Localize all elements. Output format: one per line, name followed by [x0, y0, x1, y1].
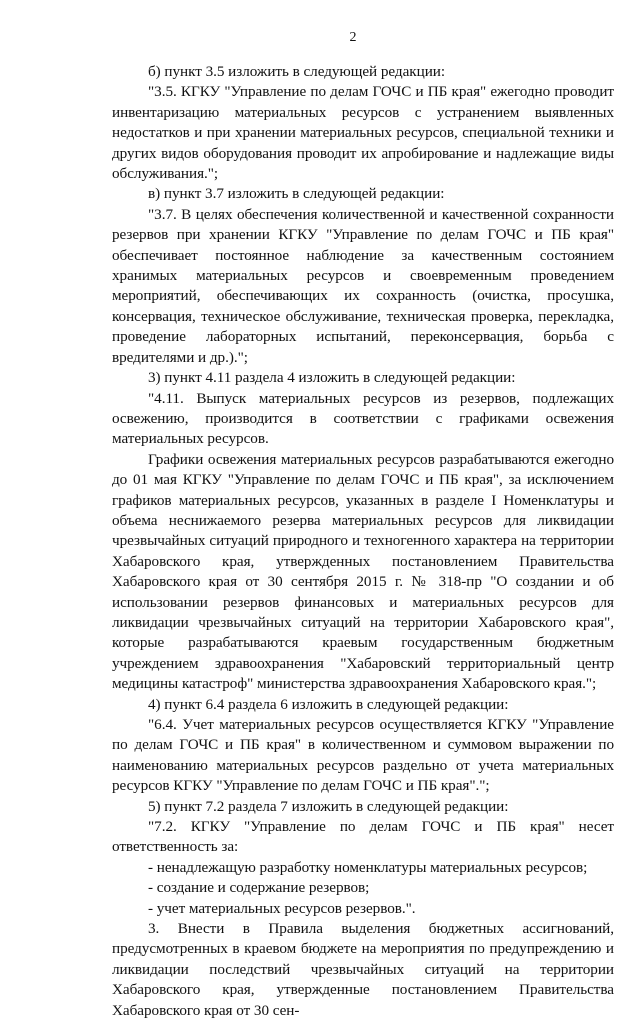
paragraph-item-5: 5) пункт 7.2 раздела 7 изложить в следующей редакции:	[148, 797, 509, 815]
paragraph-4-11: "4.11. Выпуск материальных ресурсов из резервов, подлежащих освежению, производится в соответствии с графиками освежения материальных ресурсов.	[112, 389, 614, 448]
paragraph-section-3: 3. Внести в Правила выделения бюджетных ассигнований, предусмотренных в краевом бюджете на мероприятия по предупреждению и ликвидации последствий чрезвычайных ситуаций на территории Хабаровского края, утвержденные постановлением Правительства Хабаровского края от 30 сен-	[112, 920, 614, 1019]
paragraph-3-5: "3.5. КГКУ "Управление по делам ГОЧС и ПБ края" ежегодно проводит инвентаризацию материальных ресурсов с устранением выявленных недостатков и при хранении материальных ресурсов, специальной техники и других видов оборудования проводит их апробирование и надлежащие виды обслуживания.";	[112, 83, 614, 183]
paragraph-3-7: "3.7. В целях обеспечения количественной и качественной сохранности резервов при хранении КГКУ "Управление по делам ГОЧС и ПБ края" обеспечивает постоянное наблюдение за качественным состоянием хранимых материальных ресурсов и своевременным проведением мероприятий, обеспечивающих их сохранность (очистка, просушка, консервация, техническое обслуживание, техническая проверка, перекладка, проведение лабораторных испытаний, переконсервация, борьба с вредителями и др.).";	[112, 205, 614, 366]
paragraph-item-b: б) пункт 3.5 изложить в следующей редакции:	[148, 63, 446, 80]
paragraph-item-4: 4) пункт 6.4 раздела 6 изложить в следующей редакции:	[148, 695, 509, 713]
page-number: 2	[349, 30, 357, 45]
list-item-nomenclature: - ненадлежащую разработку номенклатуры материальных ресурсов;	[148, 858, 588, 876]
paragraph-7-2: "7.2. КГКУ "Управление по делам ГОЧС и ПБ края" несет ответственность за:	[112, 818, 614, 856]
list-item-accounting: - учет материальных ресурсов резервов.".	[148, 899, 416, 917]
paragraph-6-4: "6.4. Учет материальных ресурсов осуществляется КГКУ "Управление по делам ГОЧС и ПБ края" в количественном и суммовом выражении по наименованию материальных ресурсов раздельно от учета материальных ресурсов КГКУ "Управление по делам ГОЧС и ПБ края".";	[112, 716, 614, 795]
paragraph-schedules: Графики освежения материальных ресурсов разрабатываются ежегодно до 01 мая КГКУ "Управление по делам ГОЧС и ПБ края", за исключением графиков материальных ресурсов, указанных в разделе I Номенклатуры и объема неснижаемого резерва материальных ресурсов для ликвидации чрезвычайных ситуаций природного и техногенного характера на территории Хабаровского края, утвержденных постановлением Правительства Хабаровского края от 30 сентября 2015 г. № 318-пр "О создании и об использовании резервов финансовых и материальных ресурсов для ликвидации чрезвычайных ситуаций на территории Хабаровского края", которые разрабатываются краевым государственным бюджетным учреждением здравоохранения "Хабаровский территориальный центр медицины катастроф" министерства здравоохранения Хабаровского края.";	[112, 450, 614, 693]
document-body	[112, 62, 614, 1021]
list-item-reserves: - создание и содержание резервов;	[148, 879, 370, 897]
paragraph-item-v: в) пункт 3.7 изложить в следующей редакции:	[148, 185, 445, 203]
paragraph-item-3: 3) пункт 4.11 раздела 4 изложить в следующей редакции:	[148, 369, 516, 387]
